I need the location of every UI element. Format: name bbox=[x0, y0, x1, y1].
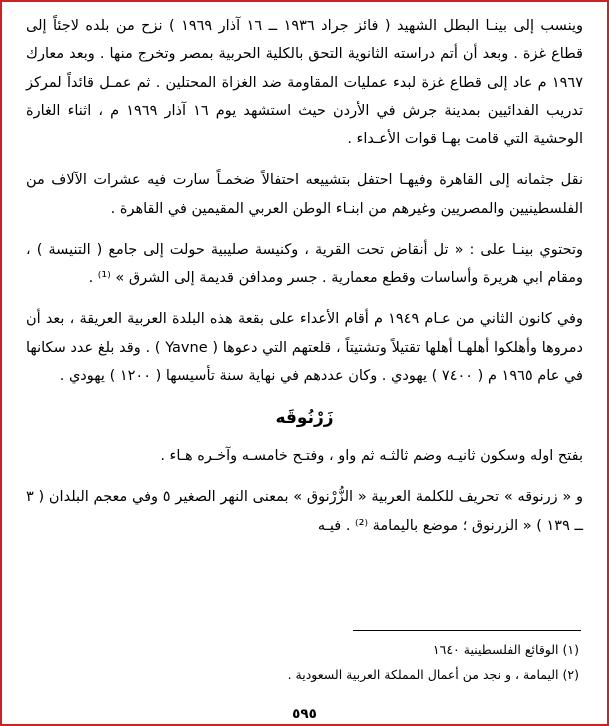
footnote-2: (٢) اليمامة ، و نجد من أعمال المملكة العربية السعودية . bbox=[287, 666, 579, 682]
body-paragraph-2: نقل جثمانه إلى القاهرة وفيهـا احتفل بتشييعه احتفالاً ضخمـاً سارت فيه عشرات الآلاف من الفلسطينيين والمصريين وغيرهم من ابنـاء الوطن العربي المقيمين في القاهرة . bbox=[26, 172, 583, 217]
after-heading-paragraph-1: بفتح اوله وسكون ثانيـه وضم ثالثـه ثم واو ، وفتـح خامسـه وآخـره هـاء . bbox=[160, 448, 583, 465]
footnote-1: (١) الوقائع الفلسطينية ١٦٤٠ bbox=[432, 641, 579, 657]
body-paragraph-4: وفي كانون الثاني من عـام ١٩٤٩ م أقام الأعداء على بقعة هذه البلدة العربية العريقة ، بعد أن دمروها وأهلكوا أهلهـا أهلها تقتيلاً وتشتيتاً ، قلعتهم التي دعوها ( Yavne ) . وقد بلغ عدد سكانها في عام ١٩٦٥ م ( ٧٤٠٠ ) يهودي . وكان عددهم في نهاية سنة تأسيسها ( ١٢٠٠ ) يهودي . bbox=[26, 311, 583, 384]
page-number: ٥٩٥ bbox=[292, 706, 317, 722]
page-content bbox=[26, 10, 583, 718]
body-paragraph-1: وينسب إلى بينـا البطل الشهيد ( فائز جراد ١٩٣٦ ــ ١٦ آذار ١٩٦٩ ) نزح من بلده لاجئاً إلى قطاع غزة . وبعد أن أتم دراسته الثانوية التحق بالكلية الحربية بمصر وتخرج منها . وبعد معارك ١٩٦٧ م عاد إلى قطاع غزة لبدء عمليات المقاومة ضد الغزاة المحتلين . ثم عمـل قائداً لمركز تدريب الفدائيين بمدينة جرش في الأردن حيث استشهد يوم ١٦ آذار ١٩٦٩ م ، اثناء الغارة الوحشية التي قامت بهـا قوات الأعـداء . bbox=[26, 18, 583, 148]
after-heading-paragraph-2: و « زرنوقه » تحريف للكلمة العربية « الزُّرْنوق » بمعنى النهر الصغير ٥ وفي معجم البلدان ( ٣ ــ ١٣٩ ) « الزرنوق ؛ موضع باليمامة ⁽²⁾ . فيـه bbox=[26, 489, 583, 534]
section-heading: زَرْنُوقَه bbox=[275, 408, 334, 429]
footnote-divider bbox=[353, 630, 581, 631]
body-paragraph-3: وتحتوي بينـا على : « تل أنقاض تحت القرية ، وكنيسة صليبية حولت إلى جامع ( التنيسة ) ، ومقام ابي هريرة وأساسات وقطع معمارية . جسر ومدافن قديمة إلى الشرق » ⁽¹⁾ . bbox=[26, 241, 583, 287]
footnotes-section bbox=[26, 630, 583, 688]
